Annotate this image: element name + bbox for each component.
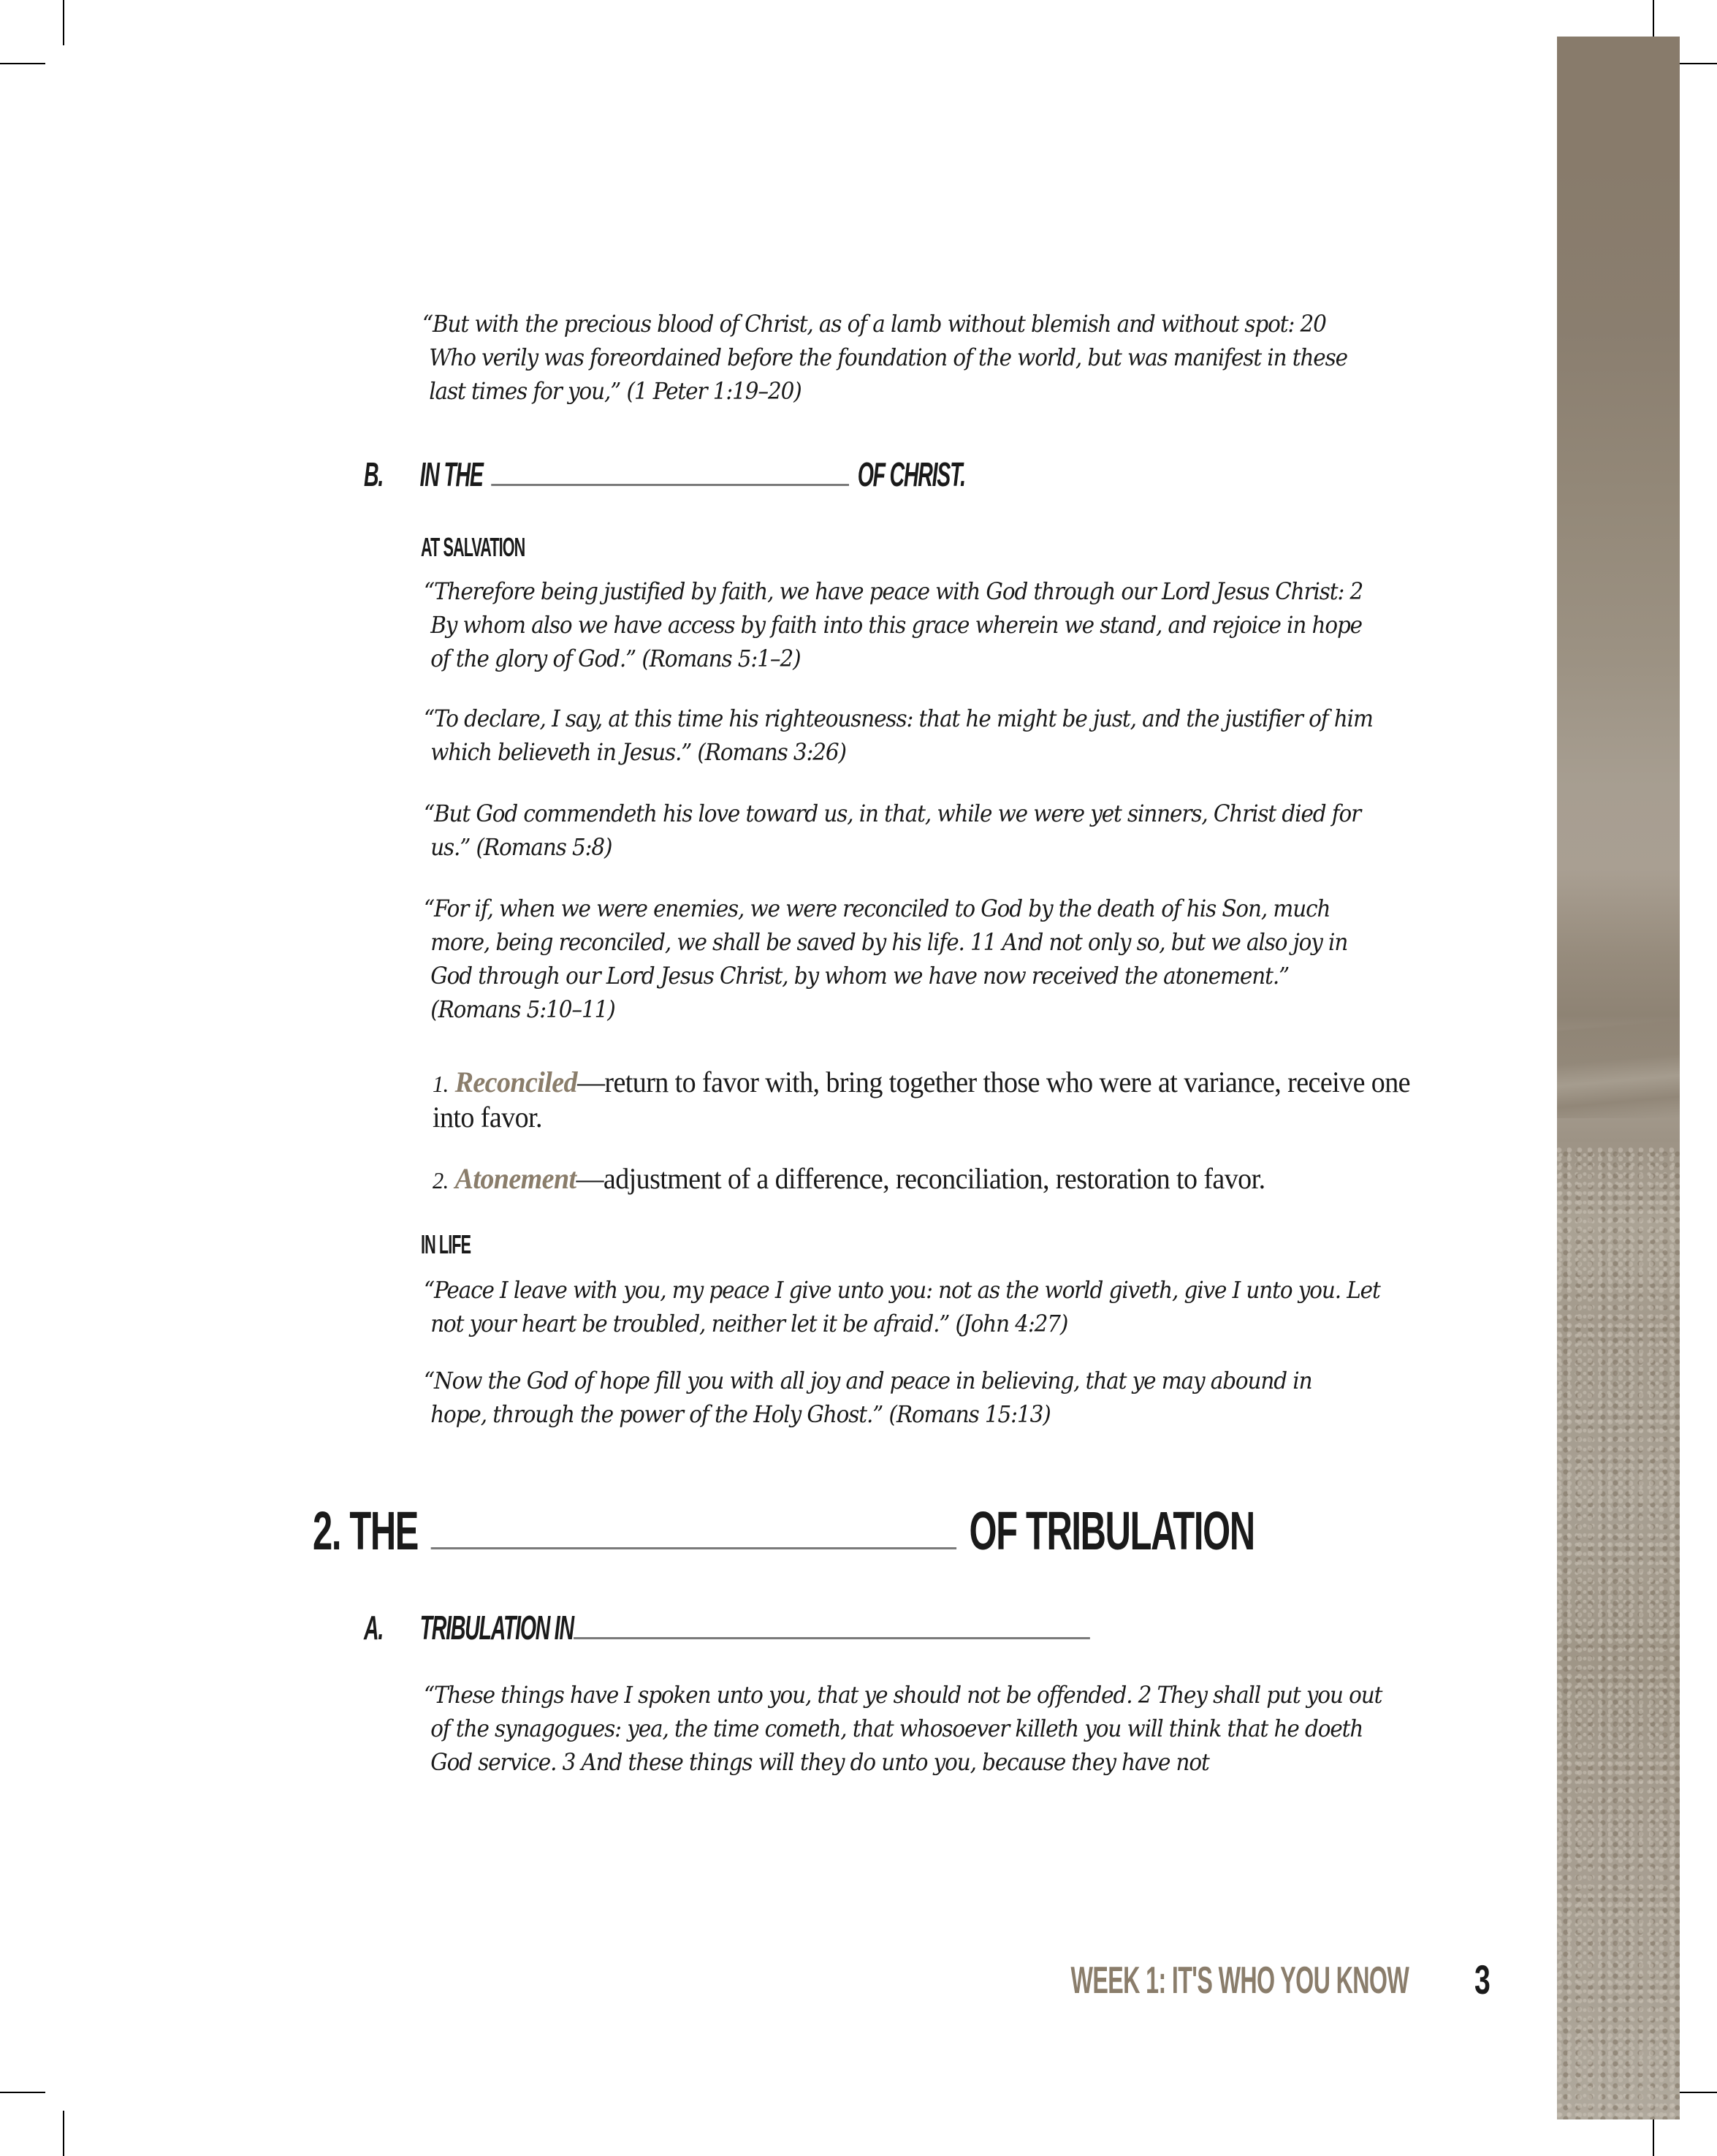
definition-number: 1. (433, 1071, 449, 1097)
verse-romans-5-1: “Therefore being justified by faith, we have peace with God through our Lord Jesus Christ: 2 By whom also we have access by faith into this grace wherein we stand, and rejoice in hope of the glory of God.” (Romans 5:1–2) (424, 577, 1363, 672)
verse-romans-5-8: “But God commendeth his love toward us, in that, while we were yet sinners, Christ died for us.” (Romans 5:8) (424, 800, 1361, 861)
fill-in-blank[interactable] (574, 1637, 1090, 1639)
section-2a-before: TRIBULATION IN (419, 1609, 574, 1647)
section-b-after: OF CHRIST. (857, 455, 965, 493)
definition-term: Atonement (454, 1162, 576, 1195)
definition-term: Reconciled (454, 1066, 577, 1098)
label-in-life: IN LIFE (421, 1229, 471, 1259)
verse-romans-15-13: “Now the God of hope fill you with all joy and peace in believing, that ye may abound in hope, through the power of the Holy Ghost.” (Romans 15:13) (424, 1367, 1312, 1428)
footer (0, 1959, 1409, 2017)
page-number: 3 (1474, 1956, 1491, 2003)
decorative-photo-strip (1557, 37, 1680, 2119)
section-b-letter: B. (364, 455, 384, 493)
section-2-after: OF TRIBULATION (969, 1500, 1255, 1561)
definition-text: —return to favor with, bring together those who were at variance, receive one into favor. (433, 1066, 1410, 1134)
label-at-salvation: AT SALVATION (421, 532, 525, 562)
section-2a-letter: A. (364, 1609, 384, 1647)
definition-number: 2. (433, 1167, 449, 1193)
section-2-number: 2. (313, 1500, 341, 1561)
section-2a-heading (364, 1608, 1094, 1647)
definition-text: —adjustment of a difference, reconciliation, restoration to favor. (576, 1162, 1265, 1195)
verse-john-16-1: “These things have I spoken unto you, that ye should not be offended. 2 They shall put you out of the synagogues: yea, the time cometh, that whosoever killeth you will think that he doeth God service. 3 And these things will they do unto you, because they have not (424, 1681, 1382, 1776)
section-b-before: IN THE (419, 455, 483, 493)
footer-week-title: WEEK 1: IT'S WHO YOU KNOW (1070, 1959, 1409, 2002)
section-2-heading (313, 1500, 1255, 1562)
section-2-before: THE (349, 1500, 419, 1561)
strip-landscape-hill (1557, 987, 1680, 1118)
definition-reconciled (433, 1066, 1432, 1134)
verse-romans-5-10: “For if, when we were enemies, we were reconciled to God by the death of his Son, much more, being reconciled, we shall be saved by his life. 11 And not only so, but we also joy in God through our Lord Jesus Christ, by whom we have now received the atonement.” (Romans 5:10–11) (424, 895, 1348, 1023)
strip-ground-texture (1557, 1147, 1680, 2119)
fill-in-blank[interactable] (431, 1547, 956, 1549)
definition-atonement (433, 1162, 1474, 1197)
verse-1-peter-1-19: “But with the precious blood of Christ, as of a lamb without blemish and without spot: 20 Who verily was foreordained before the foundation of the world, but was manifest in these last times for you,” (1 Peter 1:19–20) (422, 310, 1347, 405)
section-b-heading (364, 455, 965, 494)
fill-in-blank[interactable] (491, 484, 849, 486)
verse-romans-3-26: “To declare, I say, at this time his righteousness: that he might be just, and the justifier of him which believeth in Jesus.” (Romans 3:26) (424, 705, 1373, 766)
verse-john-4-27: “Peace I leave with you, my peace I give unto you: not as the world giveth, give I unto you. Let not your heart be troubled, neither let it be afraid.” (John 4:27) (424, 1276, 1380, 1337)
